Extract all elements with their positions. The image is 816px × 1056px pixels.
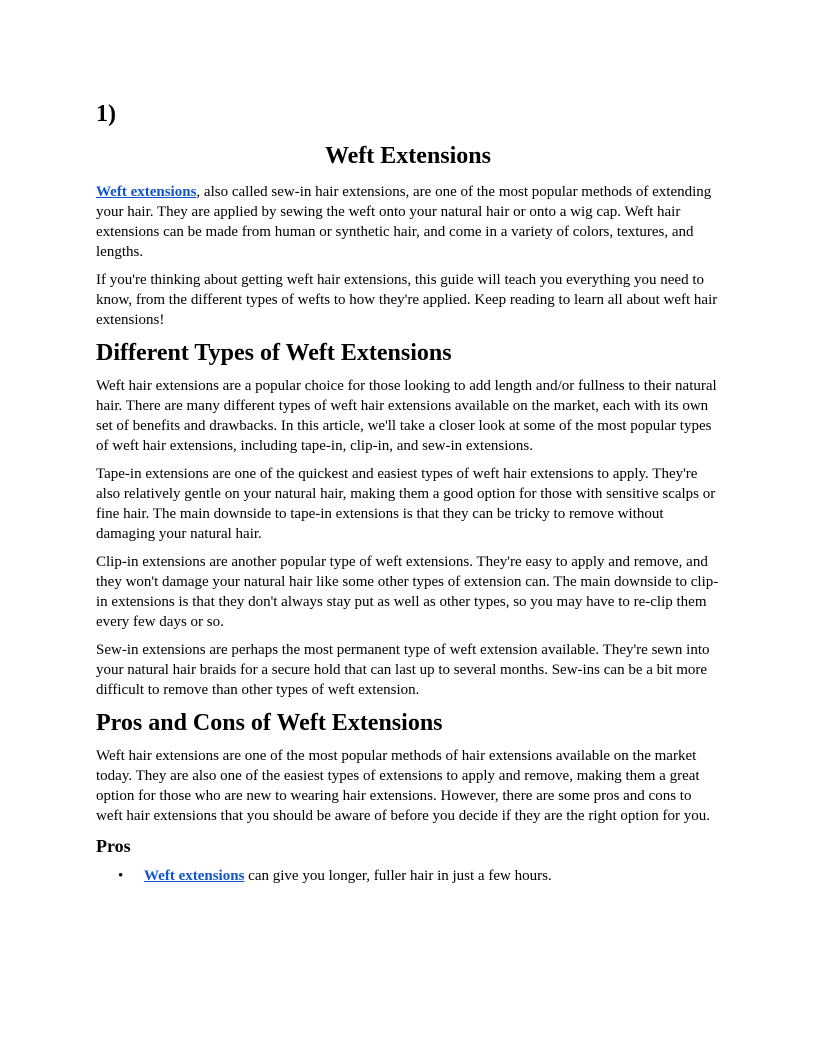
list-item (118, 866, 720, 886)
document-body (96, 96, 720, 886)
intro-paragraph-2: If you're thinking about getting weft hair extensions, this guide will teach you everything you need to know, from the different types of wefts to how they're applied. Keep reading to learn all about weft hair extensions! (96, 272, 718, 328)
list-item-text: can give you longer, fuller hair in just a few hours. (244, 868, 552, 884)
intro-paragraph (96, 182, 720, 262)
types-paragraph-4: Sew-in extensions are perhaps the most permanent type of weft extension available. They're sewn into your natural hair braids for a secure hold that can last up to several months. Sew-ins can be a bit more difficult to remove than other types of weft extension. (96, 642, 710, 698)
weft-extensions-link-2[interactable]: Weft extensions (144, 868, 245, 884)
types-paragraph-3: Clip-in extensions are another popular type of weft extensions. They're easy to apply and remove, and they won't damage your natural hair like some other types of extension can. The main downside to clip-in extensions is that they don't always stay put as well as other types, so you may have to re-clip them every few days or so. (96, 554, 719, 630)
types-heading: Different Types of Weft Extensions (96, 340, 452, 366)
intro-text: , also called sew-in hair extensions, are one of the most popular methods of extending your hair. They are applied by sewing the weft onto your natural hair or onto a wig cap. Weft hair extensions can be made from human or synthetic hair, and come in a variety of colors, textures, and lengths. (96, 184, 712, 260)
bullet-icon: • (118, 868, 124, 884)
pros-heading: Pros (96, 836, 131, 856)
types-paragraph-2: Tape-in extensions are one of the quickest and easiest types of weft hair extensions to apply. They're also relatively gentle on your natural hair, making them a good option for those with sensitive scalps or fine hair. The main downside to tape-in extensions is that they can be tricky to remove without damaging your natural hair. (96, 466, 716, 542)
pros-cons-heading: Pros and Cons of Weft Extensions (96, 710, 443, 736)
weft-extensions-link[interactable]: Weft extensions (96, 184, 197, 200)
page-title: Weft Extensions (324, 143, 491, 169)
pros-cons-paragraph: Weft hair extensions are one of the most popular methods of hair extensions available on the market today. They are also one of the easiest types of extensions to apply and remove, making them a great option for those who are new to wearing hair extensions. However, there are some pros and cons to weft hair extensions that you should be aware of before you decide if they are the right option for you. (96, 748, 710, 824)
section-number: 1) (96, 101, 116, 127)
types-paragraph-1: Weft hair extensions are a popular choice for those looking to add length and/or fullness to their natural hair. There are many different types of weft hair extensions available on the market, each with its own set of benefits and drawbacks. In this article, we'll take a closer look at some of the most popular types of weft hair extensions, including tape-in, clip-in, and sew-in extensions. (96, 378, 717, 454)
pros-list (96, 866, 720, 886)
